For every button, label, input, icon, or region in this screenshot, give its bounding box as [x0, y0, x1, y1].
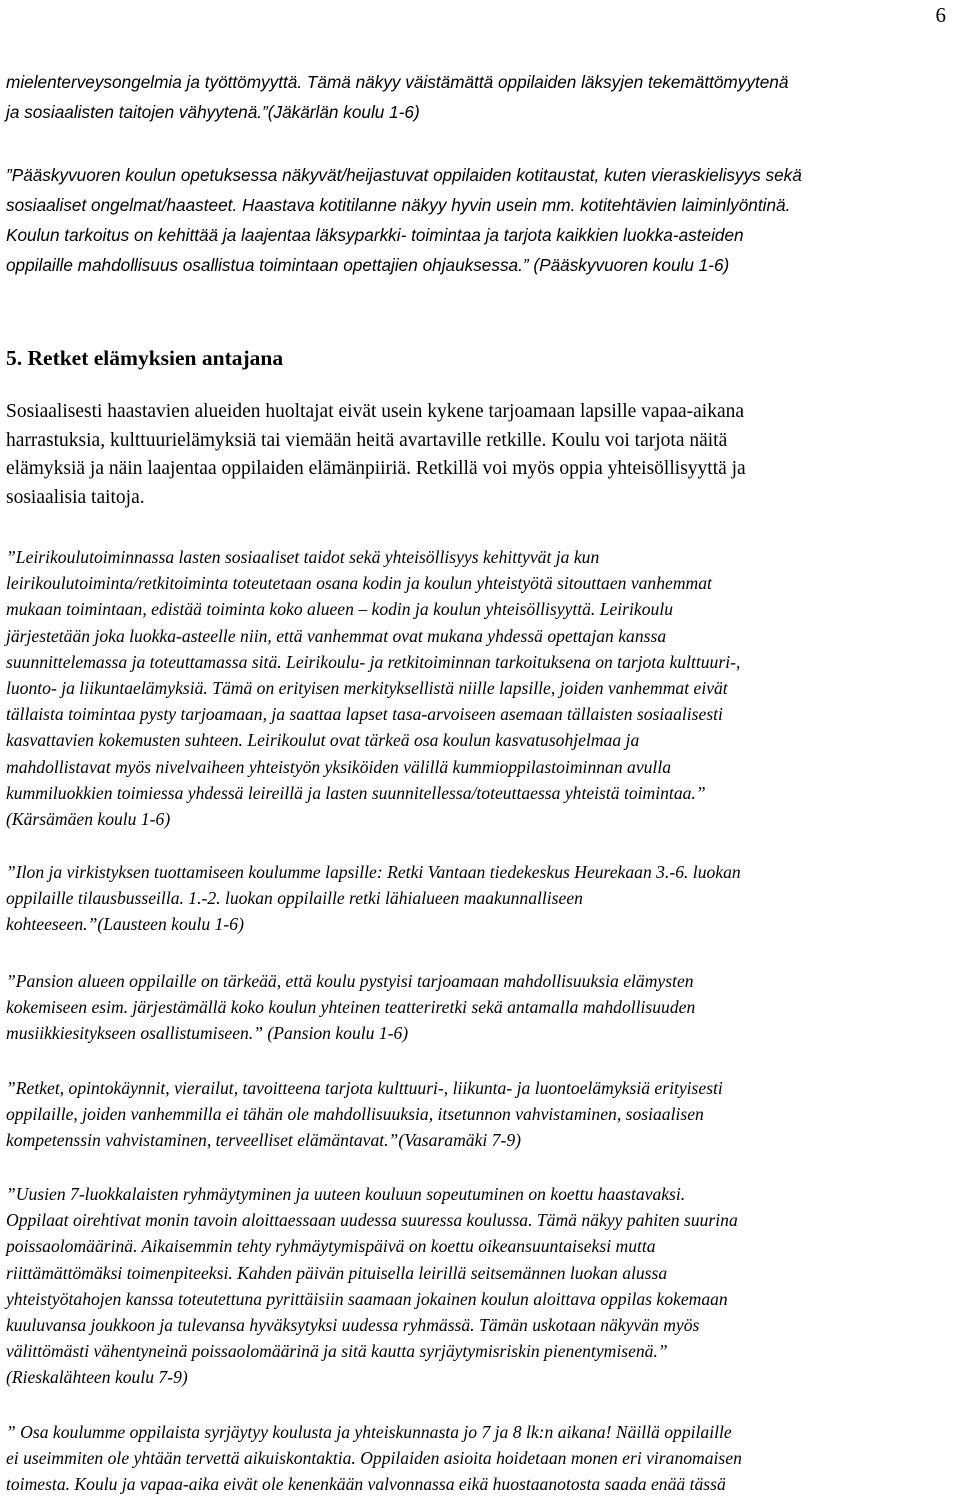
page-number: 6 [935, 3, 946, 27]
text-line: mahdollistavat myös nivelvaiheen yhteistyön yksiköiden välillä kummioppilastoiminnan avulla [6, 756, 672, 777]
text-line: välittömästi vähentyneinä poissaolomäärinä ja sitä kautta syrjäytymisriskin pienentymisenä.” [6, 1341, 668, 1362]
text-line: Sosiaalisesti haastavien alueiden huoltajat eivät usein kykene tarjoamaan lapsille vapaa-aikana [6, 401, 745, 422]
vasaramaki-quote [6, 1075, 954, 1154]
text-line: (Kärsämäen koulu 1-6) [6, 809, 171, 830]
text-line: musiikkiesitykseen osallistumiseen.” (Pansion koulu 1-6) [6, 1023, 409, 1044]
rieskalahti-quote [6, 1181, 954, 1391]
text-line: (Rieskalähteen koulu 7-9) [6, 1367, 188, 1388]
text-line: leirikoulutoiminta/retkitoiminta toteutetaan osana kodin ja koulun yhteistyötä sitouttaen vanhemmat [6, 573, 712, 594]
paaskyvuori-quote [6, 160, 954, 280]
text-line: järjestetään joka luokka-asteelle niin, että vanhemmat ovat mukana yhdessä opettajan kanssa [6, 625, 667, 646]
text-line: ”Ilon ja virkistyksen tuottamiseen koulumme lapsille: Retki Vantaan tiedekeskus Heurekaan 3.-6. luokan [6, 862, 741, 882]
text-line: ” Osa koulumme oppilaista syrjäytyy koulusta ja yhteiskunnasta jo 7 ja 8 lk:n aikana! Näillä oppilaille [6, 1422, 732, 1442]
text-line: sosiaaliset ongelmat/haasteet. Haastava kotitilanne näkyy hyvin usein mm. kotitehtävien laiminlyöntinä. [6, 195, 791, 215]
document-page [6, 0, 954, 1500]
section-heading: 5. Retket elämyksien antajana [6, 346, 284, 370]
karsamaki-quote [6, 544, 954, 832]
text-line: kompetenssin vahvistaminen, terveelliset elämäntavat.”(Vasaramäki 7-9) [6, 1130, 521, 1151]
text-line: ja sosiaalisten taitojen vähyytenä.”(Jäkärlän koulu 1-6) [6, 102, 420, 122]
final-quote [6, 1419, 954, 1498]
text-line: ”Leirikoulutoiminnassa lasten sosiaaliset taidot sekä yhteisöllisyys kehittyvät ja kun [6, 547, 600, 567]
text-line: kummiluokkien toimiessa yhdessä leireillä ja lasten suunnitellessa/toteuttaessa yhteistä toimintaa.” [6, 782, 706, 803]
text-line: kohteeseen.”(Lausteen koulu 1-6) [6, 914, 244, 935]
text-line: suunnittelemassa ja toteuttamassa sitä. Leirikoulu- ja retkitoiminnan tarkoituksena on tarjota kulttuuri-, [6, 651, 741, 672]
text-line: kasvattavien kokemusten suhteen. Leirikoulut ovat tärkeä osa koulun kasvatusohjelmaa ja [6, 730, 640, 751]
lausteen-quote [6, 859, 954, 938]
text-line: ”Pansion alueen oppilaille on tärkeää, että koulu pystyisi tarjoamaan mahdollisuuksia elämysten [6, 971, 694, 991]
text-line: riittämättömäksi toimenpiteeksi. Kahden päivän pituisella leirillä seitsemännen luokan alussa [6, 1262, 668, 1283]
text-line: ”Pääskyvuoren koulun opetuksessa näkyvät/heijastuvat oppilaiden kotitaustat, kuten vieraskielisyys sekä [6, 165, 802, 185]
text-line: mielenterveysongelmia ja työttömyyttä. Tämä näkyy väistämättä oppilaiden läksyjen tekemättömyytenä [6, 72, 789, 92]
intro-paragraph [6, 67, 954, 127]
body-paragraph [6, 398, 954, 512]
text-line: ”Retket, opintokäynnit, vierailut, tavoitteena tarjota kulttuuri-, liikunta- ja luontoelämyksiä erityisesti [6, 1078, 723, 1098]
text-line: poissaolomäärinä. Aikaisemmin tehty ryhmäytymispäivä on koettu oikeansuuntaiseksi mutta [6, 1236, 656, 1257]
text-line: kokemiseen esim. järjestämällä koko koulun yhteinen teatteriretki sekä antamalla mahdollisuuden [6, 997, 696, 1018]
text-line: Oppilaat oirehtivat monin tavoin aloittaessaan uudessa suuressa koulussa. Tämä näkyy pahiten suurina [6, 1210, 738, 1231]
text-line: toimesta. Koulu ja vapaa-aika eivät ole kenenkään valvonnassa eikä huostaanotosta saada enää tässä [6, 1474, 726, 1495]
text-line: ”Uusien 7-luokkalaisten ryhmäytyminen ja uuteen kouluun sopeutuminen on koettu haastavaksi. [6, 1184, 686, 1204]
text-line: luonto- ja liikuntaelämyksiä. Tämä on erityisen merkityksellistä niille lapsille, joiden vanhemmat eivät [6, 678, 728, 699]
text-line: ei useimmiten ole yhtään tervettä aikuiskontaktia. Oppilaiden asioita hoidetaan monen eri viranomaisen [6, 1448, 742, 1469]
text-line: yhteistyötahojen kanssa toteutettuna pyrittäisiin saamaan jokainen koulun aloittava oppilas kokemaan [6, 1288, 728, 1309]
pansio-quote [6, 968, 954, 1047]
text-line: mukaan toimintaan, edistää toiminta koko alueen – kodin ja koulun yhteisöllisyyttä. Leirikoulu [6, 599, 673, 620]
text-line: tällaista toimintaa pysty tarjoamaan, ja saattaa lapset tasa-arvoiseen asemaan tällaisten sosiaalisesti [6, 704, 723, 725]
text-line: oppilaille, joiden vanhemmilla ei tähän ole mahdollisuuksia, itsetunnon vahvistaminen, sosiaalisen [6, 1104, 704, 1125]
text-line: harrastuksia, kulttuurielämyksiä tai viemään heitä avartaville retkille. Koulu voi tarjota näitä [6, 429, 728, 451]
text-line: elämyksiä ja näin laajentaa oppilaiden elämänpiiriä. Retkillä voi myös oppia yhteisöllisyyttä ja [6, 458, 746, 479]
text-line: oppilaille tilausbusseilla. 1.-2. luokan oppilaille retki lähialueen maakunnalliseen [6, 888, 583, 909]
text-line: sosiaalisia taitoja. [6, 486, 145, 508]
text-line: Koulun tarkoitus on kehittää ja laajentaa läksyparkki- toimintaa ja tarjota kaikkien luokka-asteiden [6, 225, 744, 245]
text-line: kuuluvansa joukkoon ja tulevansa hyväksytyksi uudessa ryhmässä. Tämän uskotaan näkyvän myös [6, 1315, 700, 1336]
text-line: oppilaille mahdollisuus osallistua toimintaan opettajien ohjauksessa.” (Pääskyvuoren koulu 1-6) [6, 255, 730, 275]
